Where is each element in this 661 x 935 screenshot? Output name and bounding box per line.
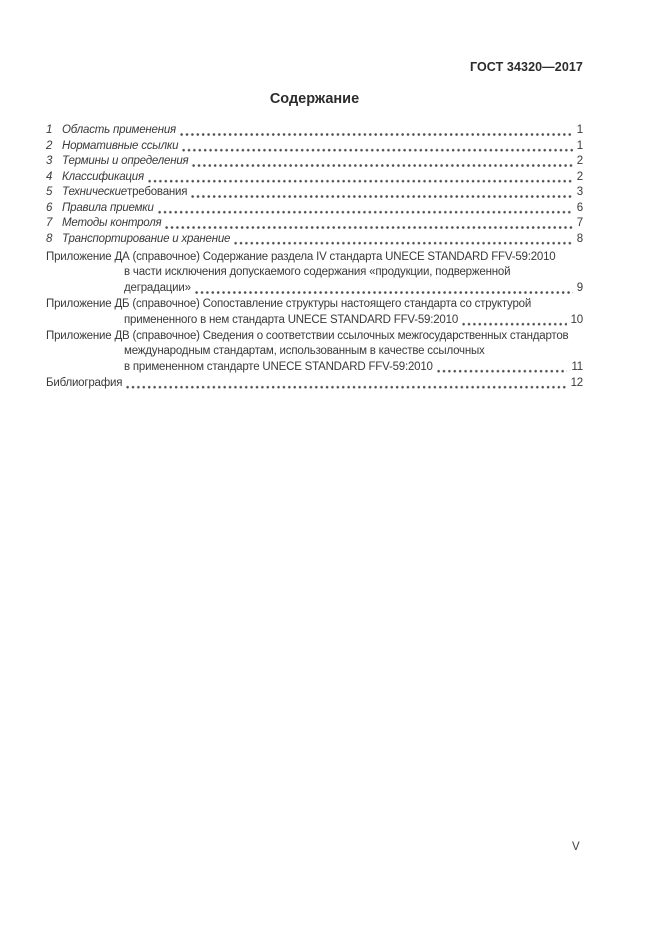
entry-number: 8 [46, 232, 53, 245]
entry-page-number: 3 [576, 186, 583, 199]
page-title: Содержание [269, 91, 360, 107]
entry-title-rest: требования [127, 186, 188, 199]
entry-number: 1 [46, 124, 53, 136]
toc-entry [46, 185, 583, 201]
entry-title: Технические [62, 186, 127, 199]
appendix-line [46, 344, 583, 360]
appendix-line [46, 329, 583, 345]
appendix-line [46, 250, 583, 266]
appendix-block-da [46, 250, 583, 297]
dot-leader [157, 201, 573, 217]
dot-leader [125, 376, 566, 392]
appendix-line [46, 313, 583, 329]
toc-entry [46, 154, 583, 170]
appendix-line [46, 265, 583, 281]
entry-page-number: 2 [576, 170, 583, 183]
entry-title: Методы контроля [62, 217, 162, 230]
entry-number: 3 [46, 155, 53, 168]
appendix-text: международным стандартам, использованным в качестве ссылочных [124, 345, 485, 358]
toc-entry [46, 216, 583, 232]
toc-entry [46, 201, 583, 217]
entry-page-number: 1 [576, 124, 583, 136]
appendix-text: Приложение ДВ (справочное) Сведения о соответствии ссылочных межгосударственных стандартов [46, 329, 569, 342]
table-of-contents [46, 123, 583, 391]
entry-title: Транспортирование и хранение [62, 232, 231, 245]
entry-page-number: 9 [576, 281, 583, 294]
dot-leader [181, 139, 573, 155]
appendix-line [46, 297, 583, 313]
entry-page-number: 6 [576, 201, 583, 214]
appendix-block-dv [46, 329, 583, 376]
entry-page-number: 12 [570, 376, 583, 389]
bibliography-title: Библиография [46, 376, 123, 389]
entry-number: 2 [46, 139, 53, 152]
entry-number: 6 [46, 201, 53, 214]
toc-entry [46, 170, 583, 186]
entry-page-number: 8 [576, 232, 583, 245]
dot-leader [436, 360, 568, 376]
entry-number: 5 [46, 186, 53, 199]
entry-title: Правила приемки [62, 201, 154, 214]
entry-page-number: 1 [576, 139, 583, 152]
toc-entry [46, 139, 583, 155]
toc-entry [46, 232, 583, 248]
dot-leader [164, 216, 572, 232]
appendix-text: примененного в нем стандарта UNECE STANDARD FFV-59:2010 [124, 313, 459, 326]
entry-number: 4 [46, 170, 53, 183]
entry-title: Классификация [62, 170, 144, 183]
appendix-block-db [46, 297, 583, 328]
appendix-text: в примененном стандарте UNECE STANDARD FFV-59:2010 [124, 360, 433, 373]
document-header: ГОСТ 34320—2017 [469, 60, 583, 74]
appendix-line [46, 281, 583, 297]
entry-title: Нормативные ссылки [62, 139, 179, 152]
dot-leader [190, 185, 573, 201]
folio-page-number: V [572, 841, 580, 853]
dot-leader [461, 313, 567, 329]
entry-page-number: 2 [576, 155, 583, 168]
appendix-line [46, 360, 583, 376]
entry-title: Область применения [62, 124, 177, 136]
appendix-text: деградации» [124, 281, 191, 294]
entry-page-number: 11 [571, 360, 583, 373]
entry-page-number: 7 [576, 217, 583, 230]
appendix-text: Приложение ДБ (справочное) Сопоставление структуры настоящего стандарта со структурой [46, 298, 532, 311]
dot-leader [179, 123, 573, 139]
dot-leader [194, 281, 573, 297]
appendix-text: Приложение ДА (справочное) Содержание раздела IV стандарта UNECE STANDARD FFV-59:2010 [46, 250, 556, 263]
appendix-text: в части исключения допускаемого содержания «продукции, подверженной [124, 266, 511, 279]
dot-leader [191, 154, 572, 170]
bibliography-entry [46, 376, 583, 392]
toc-entry [46, 123, 583, 139]
entry-title: Термины и определения [62, 155, 189, 168]
entry-number: 7 [46, 217, 53, 230]
entry-page-number: 10 [570, 313, 583, 326]
dot-leader [147, 170, 573, 186]
dot-leader [233, 232, 573, 248]
